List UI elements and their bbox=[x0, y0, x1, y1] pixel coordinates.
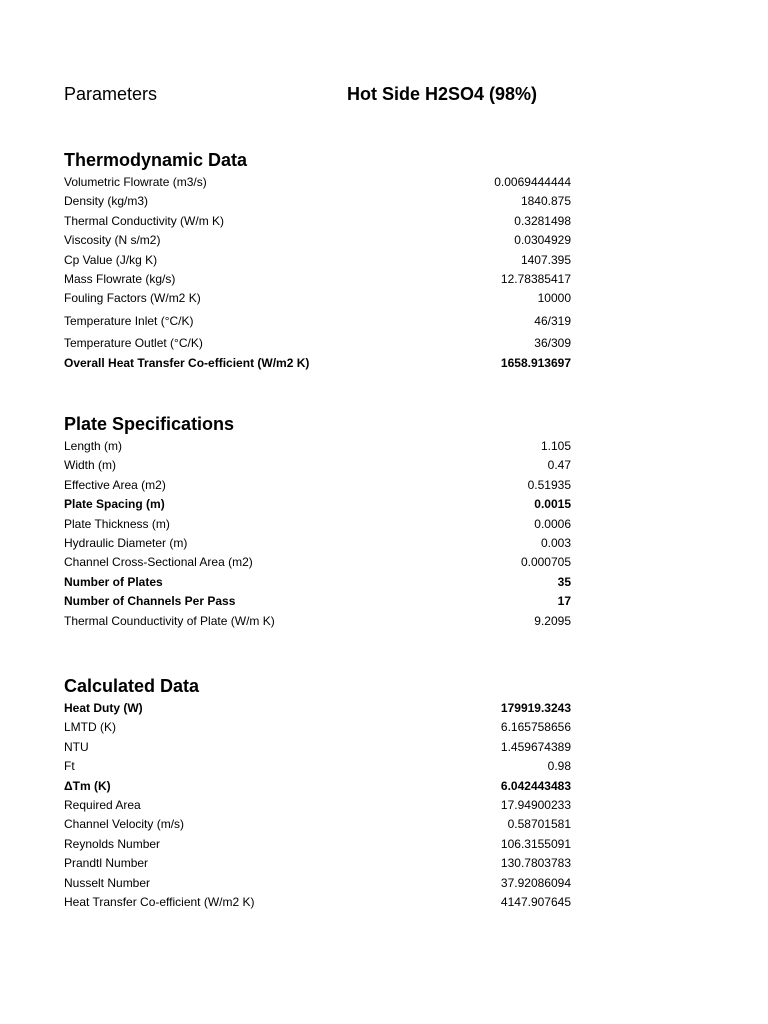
table-row bbox=[0, 553, 768, 572]
table-row bbox=[0, 173, 768, 192]
row-value: 1407.395 bbox=[520, 252, 571, 267]
table-row bbox=[0, 699, 768, 718]
table-row bbox=[0, 796, 768, 815]
row-value: 10000 bbox=[537, 291, 571, 306]
row-label: Channel Velocity (m/s) bbox=[64, 817, 185, 832]
row-value: 0.0006 bbox=[534, 516, 571, 531]
table-row bbox=[0, 738, 768, 757]
row-value: 0.0069444444 bbox=[494, 175, 571, 189]
table-row bbox=[0, 757, 768, 776]
row-value: 179919.3243 bbox=[500, 701, 571, 715]
plate-specifications-table bbox=[0, 437, 768, 631]
row-label: Plate Spacing (m) bbox=[64, 497, 165, 512]
table-row bbox=[0, 309, 768, 332]
section-title-plate-specifications: Plate Specifications bbox=[64, 414, 235, 434]
table-row bbox=[0, 854, 768, 873]
row-label: NTU bbox=[64, 739, 89, 754]
table-row bbox=[0, 270, 768, 289]
row-value: 0.98 bbox=[547, 759, 571, 774]
row-value: 4147.907645 bbox=[500, 894, 571, 909]
row-value: 106.3155091 bbox=[500, 836, 571, 851]
table-row bbox=[0, 592, 768, 611]
row-value: 1658.913697 bbox=[500, 355, 571, 370]
row-value: 0.000705 bbox=[520, 555, 571, 570]
table-row bbox=[0, 231, 768, 250]
row-value: 1.459674389 bbox=[500, 739, 571, 754]
table-row bbox=[0, 573, 768, 592]
row-value: 0.0304929 bbox=[514, 233, 571, 248]
table-row bbox=[0, 718, 768, 737]
row-label: Thermal Counductivity of Plate (W/m K) bbox=[64, 613, 275, 628]
row-label: Length (m) bbox=[64, 439, 123, 453]
row-label: Thermal Conductivity (W/m K) bbox=[64, 213, 225, 228]
section-title-calculated: Calculated Data bbox=[64, 676, 200, 696]
row-label: Volumetric Flowrate (m3/s) bbox=[64, 175, 207, 189]
table-row bbox=[0, 612, 768, 631]
table-row bbox=[0, 354, 768, 373]
row-value: 0.003 bbox=[540, 535, 571, 550]
row-label: Number of Plates bbox=[64, 574, 163, 589]
row-label: Cp Value (J/kg K) bbox=[64, 252, 158, 267]
row-label: Channel Cross-Sectional Area (m2) bbox=[64, 555, 253, 570]
row-label: Temperature Outlet (°C/K) bbox=[64, 336, 203, 351]
row-value: 17.94900233 bbox=[500, 797, 571, 812]
row-label: Temperature Inlet (°C/K) bbox=[64, 313, 194, 328]
row-value: 37.92086094 bbox=[500, 875, 571, 890]
row-label: Number of Channels Per Pass bbox=[64, 594, 236, 609]
row-value: 1.105 bbox=[540, 439, 571, 453]
table-row bbox=[0, 534, 768, 553]
row-label: Hydraulic Diameter (m) bbox=[64, 535, 188, 550]
table-row bbox=[0, 874, 768, 893]
row-label: Viscosity (N s/m2) bbox=[64, 233, 161, 248]
table-row bbox=[0, 437, 768, 456]
row-label: Required Area bbox=[64, 797, 141, 812]
row-label: LMTD (K) bbox=[64, 720, 116, 735]
row-value: 6.165758656 bbox=[500, 720, 571, 735]
row-value: 0.47 bbox=[547, 458, 571, 473]
calculated-data-table bbox=[0, 699, 768, 912]
row-value: 0.58701581 bbox=[507, 817, 571, 832]
row-value: 1840.875 bbox=[520, 194, 571, 209]
row-label: Plate Thickness (m) bbox=[64, 516, 170, 531]
row-value: 17 bbox=[557, 594, 571, 609]
row-label: ΔTm (K) bbox=[64, 778, 111, 793]
table-row bbox=[0, 893, 768, 912]
section-title-thermodynamic: Thermodynamic Data bbox=[64, 150, 248, 170]
table-row bbox=[0, 476, 768, 495]
table-row bbox=[0, 456, 768, 475]
row-label: Ft bbox=[64, 759, 75, 774]
row-label: Density (kg/m3) bbox=[64, 194, 149, 209]
table-row bbox=[0, 495, 768, 514]
row-label: Heat Transfer Co-efficient (W/m2 K) bbox=[64, 894, 255, 909]
row-value: 0.0015 bbox=[534, 497, 571, 512]
table-row bbox=[0, 835, 768, 854]
row-label: Effective Area (m2) bbox=[64, 477, 166, 492]
row-value: 12.78385417 bbox=[500, 271, 571, 286]
row-value: 36/309 bbox=[534, 336, 571, 351]
table-row bbox=[0, 192, 768, 211]
row-value: 35 bbox=[557, 574, 571, 589]
row-label: Nusselt Number bbox=[64, 875, 151, 890]
table-row bbox=[0, 331, 768, 354]
row-value: 9.2095 bbox=[534, 613, 571, 628]
thermodynamic-table bbox=[0, 173, 768, 373]
table-row bbox=[0, 212, 768, 231]
table-row bbox=[0, 815, 768, 834]
row-label: Heat Duty (W) bbox=[64, 701, 143, 715]
row-label: Reynolds Number bbox=[64, 836, 161, 851]
table-row bbox=[0, 289, 768, 308]
row-value: 130.7803783 bbox=[500, 856, 571, 871]
row-value: 0.3281498 bbox=[514, 213, 571, 228]
row-label: Width (m) bbox=[64, 458, 116, 473]
table-row bbox=[0, 515, 768, 534]
table-row bbox=[0, 777, 768, 796]
parameters-header: Parameters bbox=[64, 84, 158, 104]
row-value: 46/319 bbox=[534, 313, 571, 328]
row-value: 0.51935 bbox=[527, 477, 571, 492]
row-label: Mass Flowrate (kg/s) bbox=[64, 271, 176, 286]
hot-side-header: Hot Side H2SO4 (98%) bbox=[347, 84, 538, 104]
table-row bbox=[0, 251, 768, 270]
row-value: 6.042443483 bbox=[500, 778, 571, 793]
row-label: Fouling Factors (W/m2 K) bbox=[64, 291, 201, 306]
row-label: Overall Heat Transfer Co-efficient (W/m2 K) bbox=[64, 355, 310, 370]
row-label: Prandtl Number bbox=[64, 856, 149, 871]
